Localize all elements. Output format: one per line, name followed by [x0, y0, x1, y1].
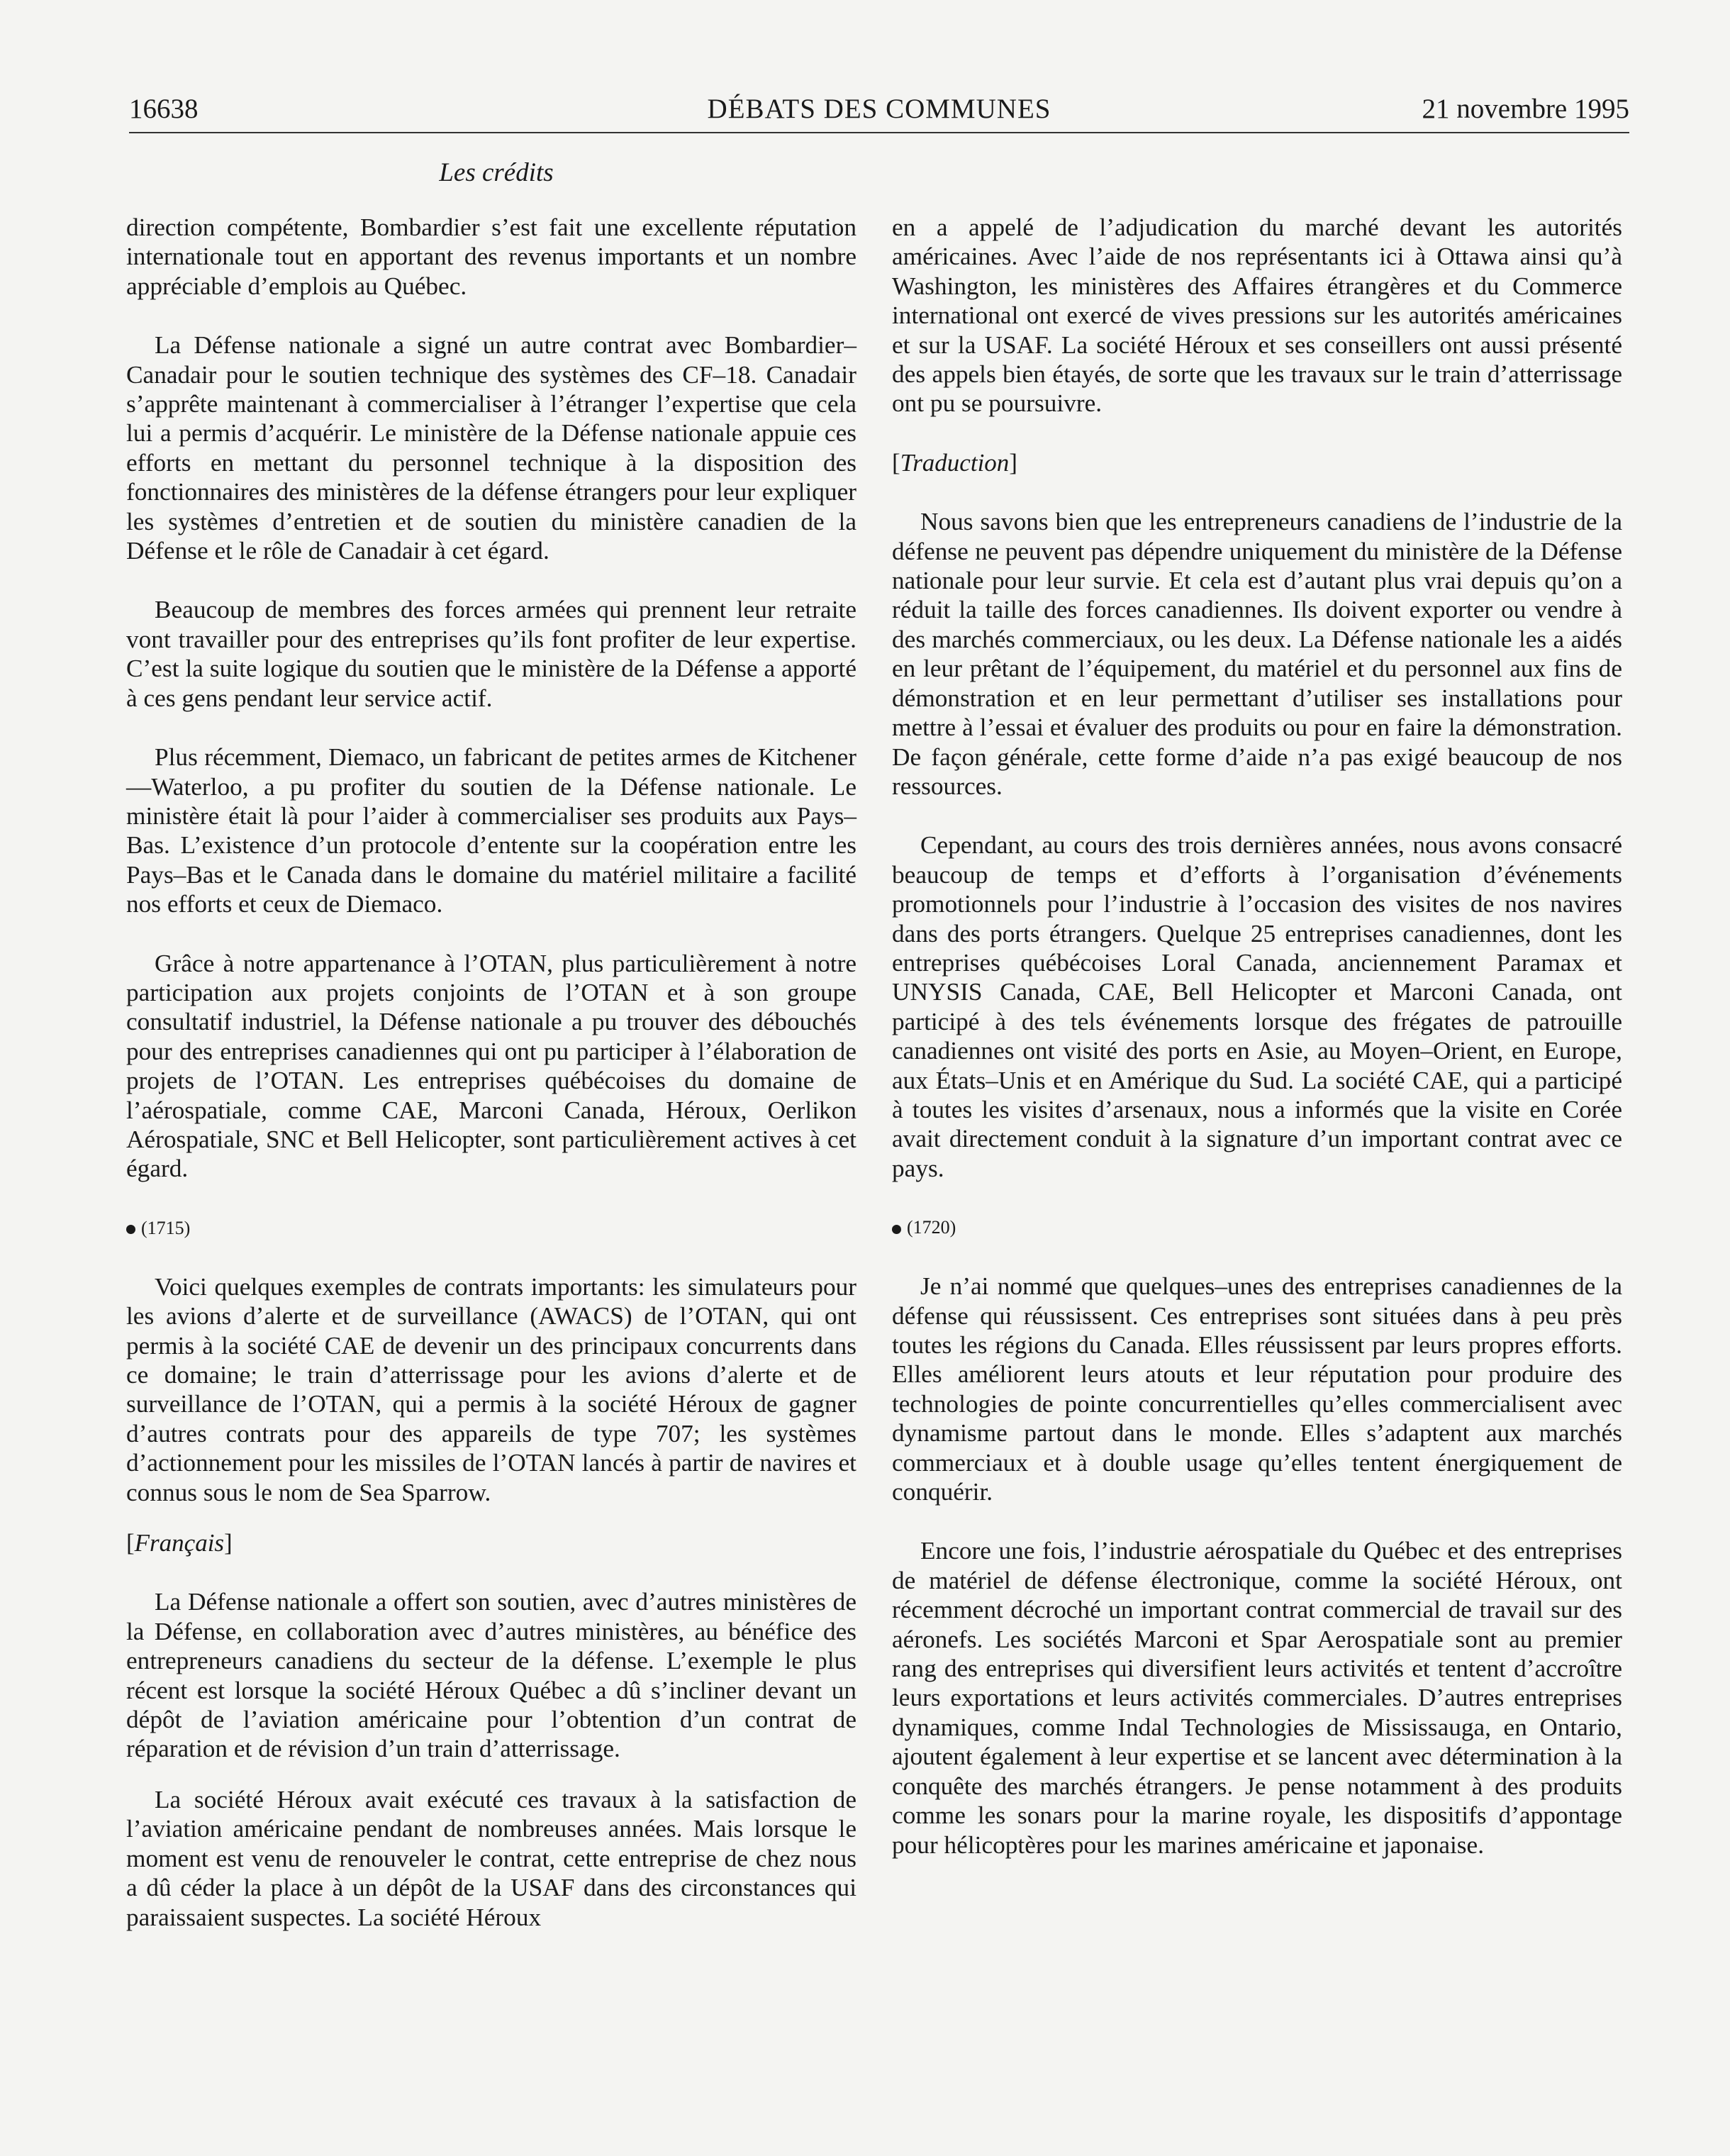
bullet-icon: [126, 1225, 135, 1234]
paragraph: Je n’ai nommé que quelques–unes des entreprises canadiennes de la défense qui réussissent. Ces entreprises sont situées dans à peu près toutes les régions du Canada. Elles réussissent par leurs propres efforts. Elles améliorent leurs atouts et leur réputation pour produire des technologies de pointe concurrentielles qu’elles commercialisent avec dynamisme partout dans le monde. Elles s’adaptent aux marchés commerciaux et à double usage qu’elles tentent énergiquement de conquérir.: [892, 1272, 1622, 1506]
language-tag: [Français]: [126, 1529, 233, 1557]
paragraph: Plus récemment, Diemaco, un fabricant de petites armes de Kitchener—Waterloo, a pu profiter du soutien de la Défense nationale. Le ministère était là pour l’aider à commercialiser ses produits aux Pays–Bas. L’existence d’un protocole d’entente sur la coopération entre les Pays–Bas et le Canada dans le domaine du matériel militaire a facilité nos efforts et ceux de Diemaco.: [126, 743, 856, 918]
paragraph: Encore une fois, l’industrie aérospatiale du Québec et des entreprises de matériel de défense électronique, comme la société Héroux, ont récemment décroché un important contrat commercial de travail sur des aéronefs. Les sociétés Marconi et Spar Aerospatiale sont au premier rang des entreprises qui diversifient leurs activités et tentent d’accroître leurs exportations et leurs activités commerciales. D’autres entreprises dynamiques, comme Indal Technologies de Mississauga, en Ontario, ajoutent également à leur expertise et se lancent avec détermination à la conquête des marchés étrangers. Je pense notamment à des produits comme les sonars pour la marine royale, les dispositifs d’appontage pour hélicoptères pour les marines américaine et japonaise.: [892, 1537, 1622, 1859]
language-tag-label: Traduction: [900, 448, 1010, 477]
left-column: [126, 213, 856, 1932]
time-marker: [126, 1213, 856, 1243]
paragraph: Nous savons bien que les entrepreneurs canadiens de l’industrie de la défense ne peuvent pas dépendre uniquement du ministère de la Défense nationale pour leur survie. Et cela est d’autant plus vrai depuis qu’on a réduit la taille des forces canadiennes. Ils doivent exporter ou vendre à des marchés commerciaux, ou les deux. La Défense nationale les a aidés en leur prêtant de l’équipement, du matériel et du personnel aux fins de démonstration et en leur permettant d’utiliser ses installations pour mettre à l’essai et évaluer des produits ou pour en faire la démonstration. De façon générale, cette forme d’aide n’a pas exigé beaucoup de nos ressources.: [892, 508, 1622, 800]
time-marker-label: (1715): [141, 1217, 191, 1238]
paragraph: Cependant, au cours des trois dernières années, nous avons consacré beaucoup de temps et d’efforts à l’organisation d’événements promotionnels pour l’industrie à l’occasion des visites de nos navires dans des ports étrangers. Quelque 25 entreprises canadiennes, dont les entreprises québécoises Loral Canada, anciennement Paramax et UNYSIS Canada, CAE, Bell Helicopter et Marconi Canada, ont participé à des tels événements lorsque des frégates de patrouille canadiennes ont visité des ports en Asie, au Moyen–Orient, en Europe, aux États–Unis et en Amérique du Sud. La société CAE, qui a participé à toutes les visites d’arsenaux, nous a informés que la visite en Corée avait directement conduit à la signature d’un important contrat avec ce pays.: [892, 831, 1622, 1182]
page-header: [129, 84, 1629, 133]
paragraph: Beaucoup de membres des forces armées qui prennent leur retraite vont travailler pour des entreprises qu’ils font profiter de leur expertise. C’est la suite logique du soutien que le ministère de la Défense a apporté à ces gens pendant leur service actif.: [126, 596, 856, 712]
paragraph: La société Héroux avait exécuté ces travaux à la satisfaction de l’aviation américaine pendant de nombreuses années. Mais lorsque le moment est venu de renouveler le contrat, cette entreprise de chez nous a dû céder la place à un dépôt de la USAF dans des circonstances qui paraissaient suspectes. La société Héroux: [126, 1785, 856, 1931]
paragraph: Grâce à notre appartenance à l’OTAN, plus particulièrement à notre participation aux projets conjoints de l’OTAN et à son groupe consultatif industriel, la Défense nationale a pu trouver des débouchés pour des entreprises canadiennes qui ont pu participer à l’élaboration de projets de l’OTAN. Les entreprises québécoises du domaine de l’aérospatiale, comme CAE, Marconi Canada, Héroux, Oerlikon Aérospatiale, SNC et Bell Helicopter, sont particulièrement actives à cet égard.: [126, 949, 856, 1183]
page-date: 21 novembre 1995: [1422, 94, 1629, 124]
paragraph: La Défense nationale a signé un autre contrat avec Bombardier–Canadair pour le soutien technique des systèmes des CF–18. Canadair s’apprête maintenant à commercialiser à l’étranger l’expertise que cela lui a permis d’acquérir. Le ministère de la Défense nationale appuie ces efforts en mettant du personnel technique à la disposition des fonctionnaires des ministères de la défense étrangers pour leur expliquer les systèmes d’entretien et de soutien du ministère canadien de la Défense et le rôle de Canadair à cet égard.: [126, 331, 856, 565]
page-number: 16638: [129, 94, 199, 124]
language-tag: [Traduction]: [892, 448, 1017, 477]
paragraph: direction compétente, Bombardier s’est fait une excellente réputation internationale tout en apportant des revenus importants et un nombre appréciable d’emplois au Québec.: [126, 213, 856, 300]
time-marker-label: (1720): [907, 1217, 956, 1238]
time-marker: [892, 1213, 1622, 1242]
publication-title: DÉBATS DES COMMUNES: [707, 94, 1051, 124]
right-column: [892, 213, 1622, 1860]
paragraph: La Défense nationale a offert son soutien, avec d’autres ministères de la Défense, en collaboration avec d’autres ministères, au bénéfice des entrepreneurs canadiens du secteur de la défense. L’exemple le plus récent est lorsque la société Héroux Québec a dû s’incliner devant un dépôt de l’aviation américaine pour l’obtention d’un contrat de réparation et de révision d’un train d’atterrissage.: [126, 1588, 856, 1763]
paragraph: Voici quelques exemples de contrats importants: les simulateurs pour les avions d’alerte et de surveillance (AWACS) de l’OTAN, qui ont permis à la société CAE de devenir un des principaux concurrents dans ce domaine; le train d’atterrissage pour les avions d’alerte et de surveillance de l’OTAN, qui a permis à la société Héroux de gagner d’autres contrats pour des appareils de type 707; les systèmes d’actionnement pour les missiles de l’OTAN lancés à partir de navires et connus sous le nom de Sea Sparrow.: [126, 1272, 856, 1506]
bullet-icon: [892, 1225, 901, 1234]
paragraph: en a appelé de l’adjudication du marché devant les autorités américaines. Avec l’aide de nos représentants ici à Ottawa ainsi qu’à Washington, les ministères des Affaires étrangères et du Commerce international ont exercé de vives pressions sur les autorités américaines et sur la USAF. La société Héroux et ses conseillers ont aussi présenté des appels bien étayés, de sorte que les travaux sur le train d’atterrissage ont pu se poursuivre.: [892, 213, 1622, 418]
section-title: Les crédits: [439, 158, 554, 187]
language-tag-label: Français: [134, 1529, 225, 1557]
